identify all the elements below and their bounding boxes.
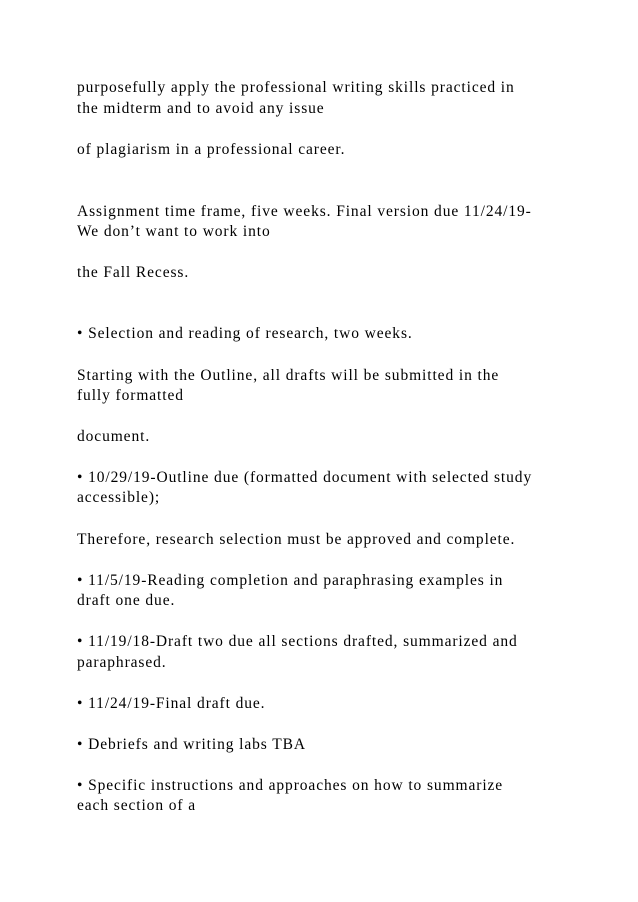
text-line: paraphrased. [77,654,167,671]
list-item: • Selection and reading of research, two weeks. [77,325,413,342]
text-line: each section of a [77,797,197,814]
list-item: • Debriefs and writing labs TBA [77,736,306,753]
list-item: • Specific instructions and approaches on how to summarize [77,777,504,794]
text-line: document. [77,428,151,445]
text-line: the Fall Recess. [77,264,190,281]
text-line: of plagiarism in a professional career. [77,141,346,158]
text-line: the midterm and to avoid any issue [77,100,325,117]
text-line: fully formatted [77,387,184,404]
list-item: • 11/5/19-Reading completion and paraphrasing examples in [77,572,504,589]
text-line: purposefully apply the professional writing skills practiced in [77,79,515,96]
list-item: • 11/19/18-Draft two due all sections drafted, summarized and [77,633,518,650]
text-line: Starting with the Outline, all drafts will be submitted in the [77,367,500,384]
list-item: • 10/29/19-Outline due (formatted document with selected study [77,469,533,486]
list-item: • 11/24/19-Final draft due. [77,695,266,712]
text-line: accessible); [77,489,161,506]
text-line: Therefore, research selection must be approved and complete. [77,531,516,548]
text-line: We don’t want to work into [77,223,271,240]
text-line: draft one due. [77,592,176,609]
text-line: Assignment time frame, five weeks. Final version due 11/24/19- [77,203,532,220]
